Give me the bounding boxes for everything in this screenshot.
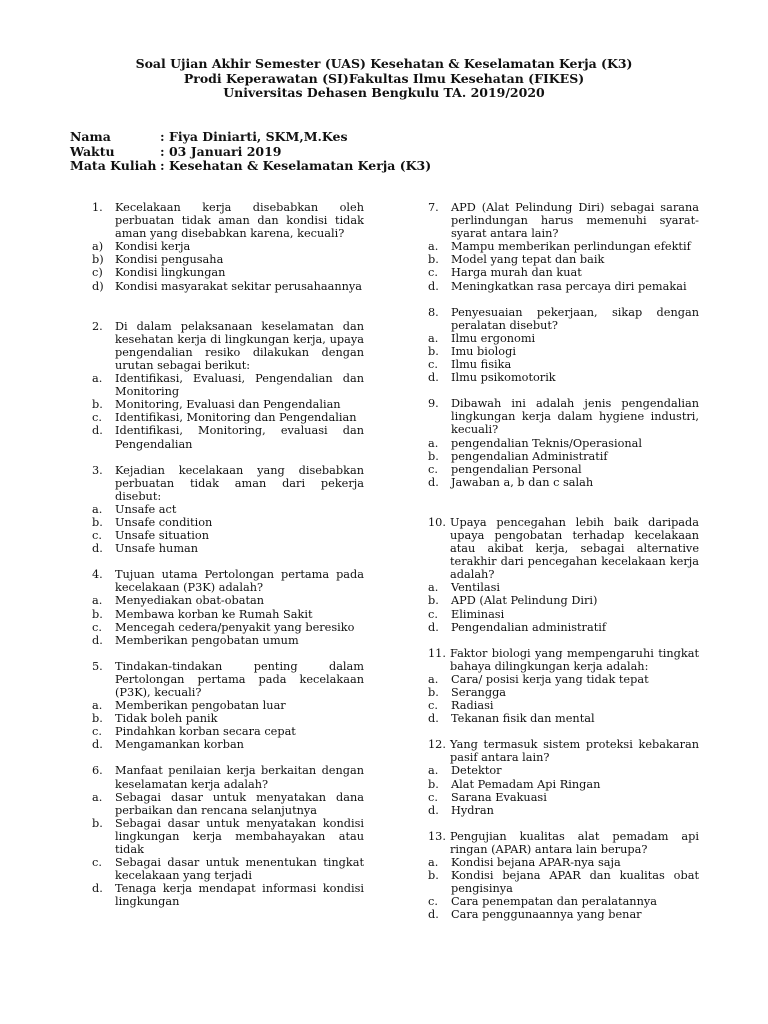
questions-right-column bbox=[428, 201, 699, 935]
option-d bbox=[428, 908, 699, 921]
option-a bbox=[92, 240, 364, 253]
option-d bbox=[92, 424, 364, 450]
option-text: Memberikan pengobatan luar bbox=[115, 699, 286, 713]
option-text: Tenaga kerja mendapat informasi kondisi lingkungan bbox=[115, 882, 364, 909]
question-stem: Upaya pencegahan lebih baik daripada upaya pengobatan terhadap kecelakaan atau akibat kerja, sebagai alternative terakhir dari pencegahan kecelakaan kerja adalah? bbox=[450, 515, 699, 582]
option-letter: a. bbox=[92, 594, 103, 608]
option-text: Kondisi bejana APAR dan kualitas obat pengisinya bbox=[451, 869, 699, 896]
option-text: Radiasi bbox=[451, 699, 494, 713]
option-text: Mampu memberikan perlindungan efektif bbox=[451, 240, 691, 254]
option-letter: a. bbox=[92, 699, 103, 713]
option-letter: b. bbox=[428, 253, 439, 267]
question-stem: Penyesuaian pekerjaan, sikap dengan peralatan disebut? bbox=[451, 305, 699, 332]
option-letter: c) bbox=[92, 266, 103, 280]
option-text: APD (Alat Pelindung Diri) bbox=[451, 594, 598, 608]
option-text: Mencegah cedera/penyakit yang beresiko bbox=[115, 620, 355, 634]
option-letter: b. bbox=[92, 816, 103, 830]
question-stem: Tujuan utama Pertolongan pertama pada kecelakaan (P3K) adalah? bbox=[115, 568, 364, 595]
question-13 bbox=[428, 830, 699, 922]
option-b bbox=[428, 450, 699, 463]
option-b bbox=[428, 778, 699, 791]
option-c bbox=[428, 791, 699, 804]
option-b bbox=[92, 712, 364, 725]
question-2 bbox=[92, 320, 364, 451]
option-text: Cara penggunaannya yang benar bbox=[451, 908, 642, 922]
option-text: Memberikan pengobatan umum bbox=[115, 633, 299, 647]
option-text: Unsafe condition bbox=[115, 515, 213, 529]
option-c bbox=[92, 856, 364, 882]
option-letter: b. bbox=[92, 712, 103, 726]
option-text: Model yang tepat dan baik bbox=[451, 253, 605, 267]
option-text: Sebagai dasar untuk menentukan tingkat kecelakaan yang terjadi bbox=[115, 856, 364, 883]
option-text: pengendalian Teknis/Operasional bbox=[451, 436, 643, 450]
info-value: : Kesehatan & Keselamatan Kerja (K3) bbox=[160, 158, 432, 173]
option-letter: b) bbox=[92, 253, 104, 267]
question-11 bbox=[428, 647, 699, 726]
option-text: Unsafe act bbox=[115, 502, 177, 516]
option-letter: a) bbox=[92, 240, 104, 254]
option-text: Identifikasi, Monitoring, evaluasi dan Pengendalian bbox=[115, 424, 364, 451]
option-d bbox=[92, 634, 364, 647]
option-text: Kondisi lingkungan bbox=[115, 266, 226, 280]
option-b bbox=[428, 594, 699, 607]
option-c bbox=[428, 699, 699, 712]
question-number: 9. bbox=[428, 397, 439, 411]
question-number: 12. bbox=[428, 738, 446, 752]
option-d bbox=[428, 621, 699, 634]
option-text: Serangga bbox=[451, 686, 507, 699]
option-text: Cara/ posisi kerja yang tidak tepat bbox=[451, 672, 649, 686]
question-8 bbox=[428, 306, 699, 385]
option-text: Kondisi pengusaha bbox=[115, 253, 224, 267]
option-text: Unsafe human bbox=[115, 542, 199, 556]
option-letter: b. bbox=[92, 398, 103, 412]
question-stem: Pengujian kualitas alat pemadam api ringan (APAR) antara lain berupa? bbox=[450, 829, 699, 856]
option-letter: a. bbox=[428, 672, 439, 686]
option-text: Kondisi kerja bbox=[115, 240, 191, 254]
info-row-nama bbox=[70, 130, 431, 145]
option-b bbox=[428, 345, 699, 358]
option-a bbox=[92, 372, 364, 398]
question-stem: Di dalam pelaksanaan keselamatan dan kesehatan kerja di lingkungan kerja, upaya pengendalian resiko dilakukan dengan urutan sebagai berikut: bbox=[115, 319, 364, 372]
option-letter: c. bbox=[428, 266, 438, 280]
option-letter: c. bbox=[92, 856, 102, 870]
question-number: 1. bbox=[92, 201, 103, 214]
option-letter: b. bbox=[428, 594, 439, 608]
option-c bbox=[92, 529, 364, 542]
option-letter: c. bbox=[428, 699, 438, 713]
question-number: 2. bbox=[92, 319, 103, 333]
option-d bbox=[428, 476, 699, 489]
option-text: Eliminasi bbox=[451, 607, 505, 621]
option-text: Unsafe situation bbox=[115, 529, 209, 543]
option-text: Ilmu ergonomi bbox=[451, 331, 536, 345]
question-stem: Kecelakaan kerja disebabkan oleh perbuatan tidak aman dan kondisi tidak aman yang disebabkan karena, kecuali? bbox=[115, 201, 364, 241]
option-b bbox=[92, 398, 364, 411]
exam-title: Soal Ujian Akhir Semester (UAS) Kesehatan & Keselamatan Kerja (K3) bbox=[135, 56, 633, 71]
option-letter: a. bbox=[92, 790, 103, 804]
option-text: Tekanan fisik dan mental bbox=[451, 712, 595, 726]
option-text: Alat Pemadam Api Ringan bbox=[451, 777, 601, 791]
question-stem: Dibawah ini adalah jenis pengendalian lingkungan kerja dalam hygiene industri, kecuali? bbox=[451, 397, 699, 437]
option-a bbox=[428, 437, 699, 450]
option-letter: a. bbox=[428, 240, 439, 254]
option-letter: d. bbox=[428, 620, 439, 634]
option-text: Mengamankan korban bbox=[115, 738, 244, 752]
option-d bbox=[92, 280, 364, 293]
option-c bbox=[92, 725, 364, 738]
option-letter: a. bbox=[428, 331, 439, 345]
option-d bbox=[428, 712, 699, 725]
option-text: Harga murah dan kuat bbox=[451, 266, 582, 280]
option-letter: b. bbox=[428, 449, 439, 463]
option-text: Cara penempatan dan peralatannya bbox=[451, 895, 657, 909]
option-text: Sarana Evakuasi bbox=[451, 790, 547, 804]
option-letter: d. bbox=[428, 475, 439, 489]
question-7 bbox=[428, 201, 699, 293]
info-label: Mata Kuliah bbox=[70, 158, 157, 173]
option-a bbox=[428, 581, 699, 594]
option-text: Membawa korban ke Rumah Sakit bbox=[115, 607, 313, 621]
option-letter: c. bbox=[428, 358, 438, 372]
option-b bbox=[92, 817, 364, 856]
option-b bbox=[92, 516, 364, 529]
option-letter: c. bbox=[92, 529, 102, 543]
option-letter: c. bbox=[428, 607, 438, 621]
option-letter: d. bbox=[428, 803, 439, 817]
option-c bbox=[92, 266, 364, 279]
option-text: Tidak boleh panik bbox=[115, 712, 218, 726]
option-letter: b. bbox=[428, 777, 439, 791]
option-c bbox=[428, 358, 699, 371]
option-c bbox=[428, 895, 699, 908]
option-text: pengendalian Administratif bbox=[451, 449, 608, 463]
option-b bbox=[428, 253, 699, 266]
option-text: Monitoring, Evaluasi dan Pengendalian bbox=[115, 398, 341, 412]
option-text: Sebagai dasar untuk menyatakan kondisi lingkungan kerja membahayakan atau tidak bbox=[115, 816, 364, 857]
option-letter: b. bbox=[428, 869, 439, 883]
option-letter: c. bbox=[428, 462, 438, 476]
option-text: Jawaban a, b dan c salah bbox=[451, 475, 594, 489]
option-letter: d. bbox=[92, 882, 103, 896]
option-letter: d. bbox=[428, 279, 439, 293]
info-label: Nama bbox=[70, 129, 111, 144]
option-letter: c. bbox=[92, 725, 102, 739]
option-text: Imu biologi bbox=[451, 344, 516, 358]
option-text: Ilmu fisika bbox=[451, 358, 512, 372]
option-letter: d. bbox=[92, 633, 103, 647]
question-number: 7. bbox=[428, 201, 439, 214]
exam-info bbox=[70, 130, 431, 174]
option-a bbox=[428, 673, 699, 686]
option-text: Detektor bbox=[451, 764, 502, 778]
question-stem: APD (Alat Pelindung Diri) sebagai sarana perlindungan harus memenuhi syarat-syarat antara lain? bbox=[451, 201, 699, 241]
option-b bbox=[92, 608, 364, 621]
option-letter: d. bbox=[428, 371, 439, 385]
option-a bbox=[428, 240, 699, 253]
option-text: Identifikasi, Evaluasi, Pengendalian dan Monitoring bbox=[115, 372, 364, 399]
option-letter: d. bbox=[92, 738, 103, 752]
option-letter: d. bbox=[428, 908, 439, 922]
university-line: Universitas Dehasen Bengkulu TA. 2019/2020 bbox=[223, 85, 545, 100]
option-text: Meningkatkan rasa percaya diri pemakai bbox=[451, 279, 687, 293]
option-text: Kondisi bejana APAR-nya saja bbox=[451, 856, 621, 870]
question-number: 10. bbox=[428, 515, 446, 529]
question-5 bbox=[92, 660, 364, 752]
question-number: 5. bbox=[92, 659, 103, 673]
option-letter: b. bbox=[428, 686, 439, 699]
option-a bbox=[92, 594, 364, 607]
option-d bbox=[428, 371, 699, 384]
option-text: Ventilasi bbox=[451, 581, 500, 595]
info-value: : 03 Januari 2019 bbox=[160, 143, 282, 159]
option-d bbox=[92, 882, 364, 908]
option-letter: b. bbox=[92, 607, 103, 621]
question-10 bbox=[428, 516, 699, 634]
info-row-waktu bbox=[70, 145, 431, 160]
option-a bbox=[92, 699, 364, 712]
option-c bbox=[92, 411, 364, 424]
question-1 bbox=[92, 201, 364, 293]
option-a bbox=[428, 764, 699, 777]
option-text: Kondisi masyarakat sekitar perusahaannya bbox=[115, 279, 363, 293]
option-letter: c. bbox=[92, 411, 102, 425]
exam-header bbox=[0, 57, 768, 101]
option-c bbox=[428, 608, 699, 621]
question-number: 4. bbox=[92, 568, 103, 582]
question-9 bbox=[428, 397, 699, 489]
option-b bbox=[428, 869, 699, 895]
option-letter: a. bbox=[428, 856, 439, 870]
option-d bbox=[428, 280, 699, 293]
option-b bbox=[428, 686, 699, 699]
option-b bbox=[92, 253, 364, 266]
option-letter: a. bbox=[92, 502, 103, 516]
question-stem: Manfaat penilaian kerja berkaitan dengan keselamatan kerja adalah? bbox=[115, 764, 364, 791]
question-6 bbox=[92, 764, 364, 908]
question-number: 8. bbox=[428, 305, 439, 319]
question-4 bbox=[92, 568, 364, 647]
question-stem: Yang termasuk sistem proteksi kebakaran pasif antara lain? bbox=[450, 738, 699, 765]
option-a bbox=[428, 332, 699, 345]
question-stem: Kejadian kecelakaan yang disebabkan perbuatan tidak aman dari pekerja disebut: bbox=[115, 463, 364, 503]
option-letter: b. bbox=[92, 515, 103, 529]
option-letter: d. bbox=[428, 712, 439, 726]
option-letter: d. bbox=[92, 424, 103, 438]
option-c bbox=[428, 463, 699, 476]
option-text: Ilmu psikomotorik bbox=[451, 371, 556, 385]
option-a bbox=[428, 856, 699, 869]
question-number: 6. bbox=[92, 764, 103, 778]
option-text: Pengendalian administratif bbox=[451, 620, 607, 634]
program-line: Prodi Keperawatan (SI)Fakultas Ilmu Kesehatan (FIKES) bbox=[183, 70, 585, 86]
info-row-mata-kuliah bbox=[70, 159, 431, 174]
option-letter: a. bbox=[92, 372, 103, 386]
option-letter: b. bbox=[428, 344, 439, 358]
option-letter: a. bbox=[428, 436, 439, 450]
option-c bbox=[92, 621, 364, 634]
option-d bbox=[428, 804, 699, 817]
option-text: Identifikasi, Monitoring dan Pengendalian bbox=[115, 411, 357, 425]
option-d bbox=[92, 542, 364, 555]
option-letter: a. bbox=[428, 581, 439, 595]
option-letter: c. bbox=[92, 620, 102, 634]
option-letter: c. bbox=[428, 895, 438, 909]
option-letter: d) bbox=[92, 279, 104, 293]
question-stem: Tindakan-tindakan penting dalam Pertolongan pertama pada kecelakaan (P3K), kecuali? bbox=[115, 659, 364, 699]
option-text: Pindahkan korban secara cepat bbox=[115, 725, 296, 739]
option-letter: d. bbox=[92, 542, 103, 556]
question-number: 13. bbox=[428, 829, 446, 843]
question-stem: Faktor biologi yang mempengaruhi tingkat bahaya dilingkungan kerja adalah: bbox=[450, 646, 699, 673]
info-label: Waktu bbox=[70, 143, 115, 159]
question-3 bbox=[92, 464, 364, 556]
question-number: 3. bbox=[92, 463, 103, 477]
option-text: pengendalian Personal bbox=[451, 462, 582, 476]
option-letter: c. bbox=[428, 790, 438, 804]
question-number: 11. bbox=[428, 646, 446, 660]
option-letter: a. bbox=[428, 764, 439, 778]
question-12 bbox=[428, 738, 699, 817]
option-c bbox=[428, 266, 699, 279]
questions-left-column bbox=[92, 201, 364, 922]
option-text: Menyediakan obat-obatan bbox=[115, 594, 265, 608]
option-a bbox=[92, 503, 364, 516]
option-a bbox=[92, 791, 364, 817]
info-value: : Fiya Diniarti, SKM,M.Kes bbox=[160, 129, 348, 144]
option-text: Sebagai dasar untuk menyatakan dana perbaikan dan rencana selanjutnya bbox=[115, 790, 364, 817]
option-d bbox=[92, 738, 364, 751]
option-text: Hydran bbox=[451, 803, 494, 817]
